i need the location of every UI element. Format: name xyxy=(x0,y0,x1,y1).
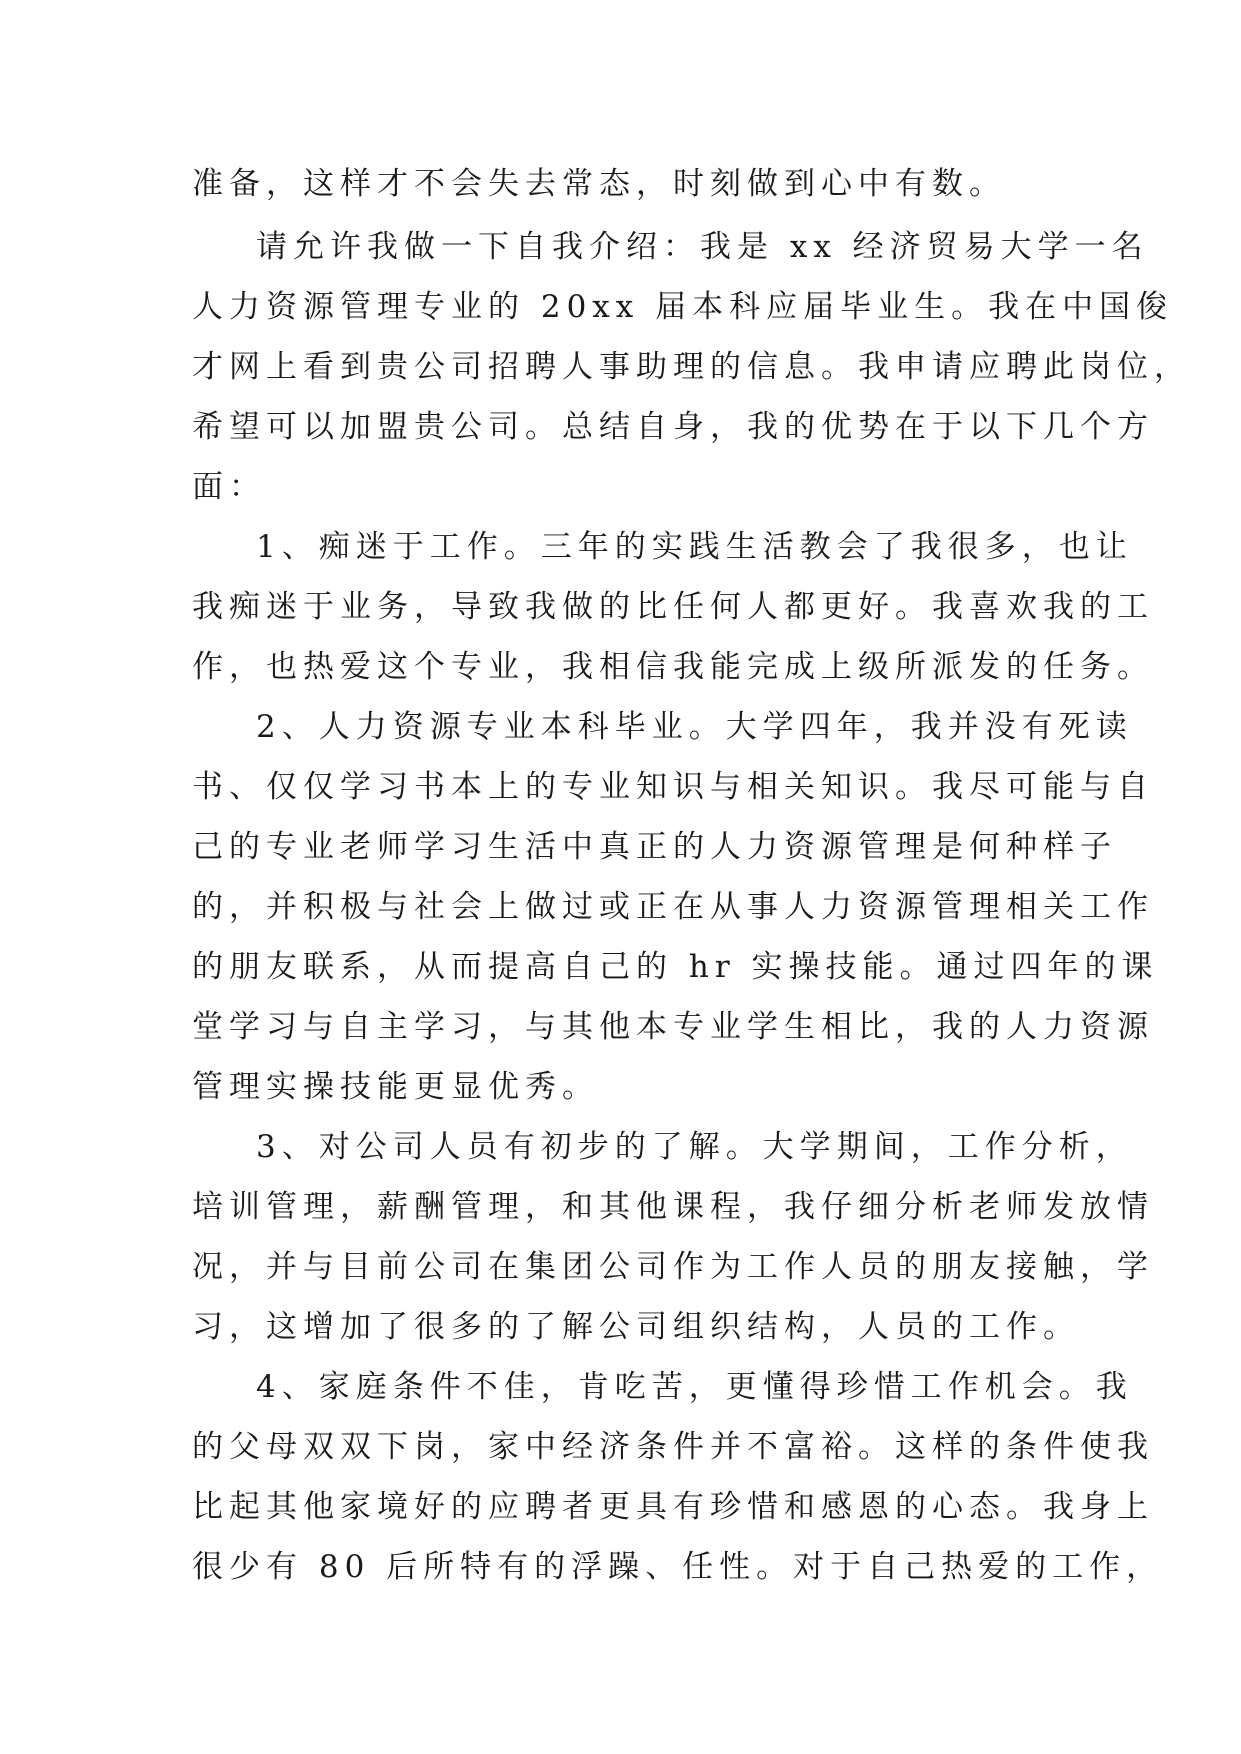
text-line: 准备，这样才不会失去常态，时刻做到心中有数。 xyxy=(192,166,1006,202)
text-line: 人力资源管理专业的 20xx 届本科应届毕业生。我在中国俊 xyxy=(192,289,1174,325)
text-line: 的朋友联系，从而提高自己的 hr 实操技能。通过四年的课 xyxy=(192,949,1159,985)
text-line: 书、仅仅学习书本上的专业知识与相关知识。我尽可能与自 xyxy=(192,769,1154,805)
text-line: 请允许我做一下自我介绍：我是 xx 经济贸易大学一名 xyxy=(256,229,1149,265)
text-line: 的父母双双下岗，家中经济条件并不富裕。这样的条件使我 xyxy=(192,1429,1154,1465)
text-line: 很少有 80 后所特有的浮躁、任性。对于自己热爱的工作， xyxy=(192,1549,1164,1585)
text-line: 2、人力资源专业本科毕业。大学四年，我并没有死读 xyxy=(256,709,1133,745)
text-line: 希望可以加盟贵公司。总结自身，我的优势在于以下几个方 xyxy=(192,409,1154,445)
text-line: 堂学习与自主学习，与其他本专业学生相比，我的人力资源 xyxy=(192,1009,1154,1045)
text-line: 作，也热爱这个专业，我相信我能完成上级所派发的任务。 xyxy=(192,649,1154,685)
text-line: 习，这增加了很多的了解公司组织结构，人员的工作。 xyxy=(192,1309,1080,1345)
text-line: 管理实操技能更显优秀。 xyxy=(192,1069,599,1105)
text-line: 培训管理，薪酬管理，和其他课程，我仔细分析老师发放情 xyxy=(192,1189,1154,1225)
text-line: 面： xyxy=(192,469,266,505)
text-line: 1、痴迷于工作。三年的实践生活教会了我很多，也让 xyxy=(256,529,1133,565)
text-line: 才网上看到贵公司招聘人事助理的信息。我申请应聘此岗位， xyxy=(192,349,1191,385)
text-line: 己的专业老师学习生活中真正的人力资源管理是何种样子 xyxy=(192,829,1117,865)
text-line: 3、对公司人员有初步的了解。大学期间，工作分析， xyxy=(256,1129,1133,1165)
text-line: 况，并与目前公司在集团公司作为工作人员的朋友接触，学 xyxy=(192,1249,1154,1285)
text-line: 的，并积极与社会上做过或正在从事人力资源管理相关工作 xyxy=(192,889,1154,925)
text-line: 比起其他家境好的应聘者更具有珍惜和感恩的心态。我身上 xyxy=(192,1489,1154,1525)
text-line: 4、家庭条件不佳，肯吃苦，更懂得珍惜工作机会。我 xyxy=(256,1369,1133,1405)
text-line: 我痴迷于业务，导致我做的比任何人都更好。我喜欢我的工 xyxy=(192,589,1154,625)
